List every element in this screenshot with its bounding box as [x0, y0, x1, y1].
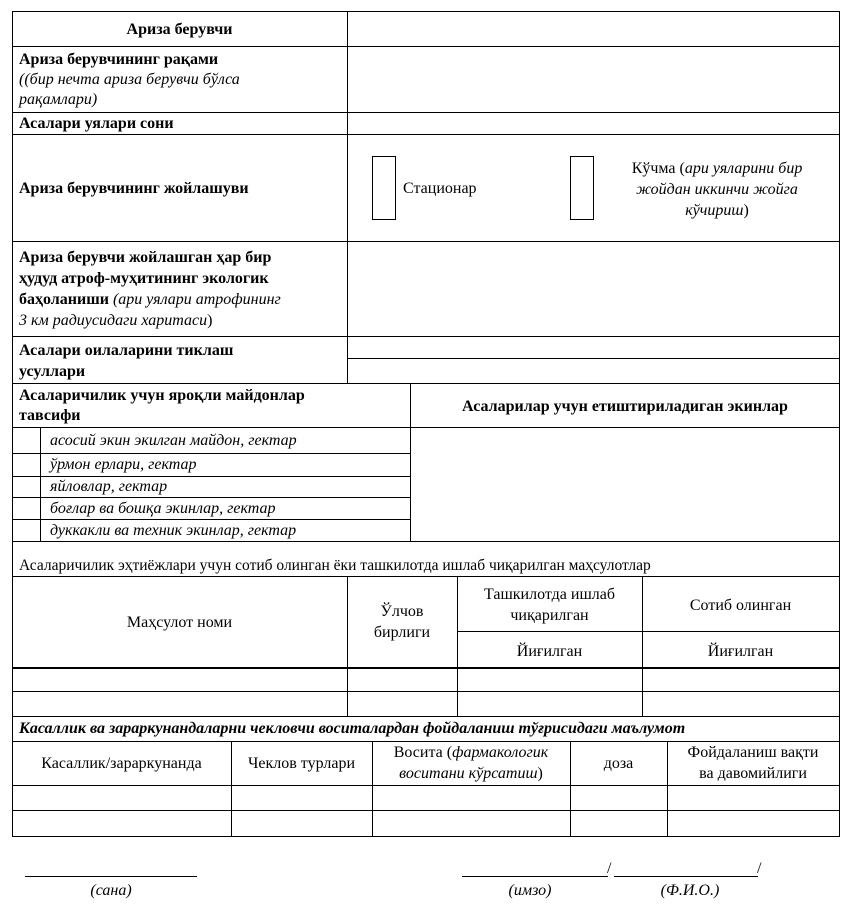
col-unit: Ўлчов: [380, 603, 424, 620]
signature-label: (имзо): [508, 882, 552, 899]
crops-header: Асаларилар учун етиштириладиган экинлар: [462, 398, 788, 415]
paren: ): [537, 765, 543, 782]
col-purchased: Сотиб олинган: [689, 597, 792, 614]
field-item: боғлар ва бошқа экинлар, гектар: [50, 500, 276, 517]
col-means-2: [372, 763, 570, 784]
col-produced: Ташкилотда ишлаб: [483, 586, 616, 603]
col-produced-2: чиқарилган: [510, 607, 589, 624]
name-line[interactable]: [614, 876, 758, 877]
col-control: Чеклов турлари: [247, 755, 356, 772]
stationary-checkbox[interactable]: [372, 156, 396, 220]
location-label: Ариза берувчининг жойлашуви: [19, 180, 249, 197]
fields-line-1: Асаларичилик учун яроқли майдонлар: [19, 387, 305, 404]
mobile-note-2: жойдан иккинчи жойга: [636, 181, 798, 198]
field-item: асосий экин экилган майдон, гектар: [50, 432, 297, 449]
mobile-label: [600, 158, 834, 179]
date-line[interactable]: [25, 876, 197, 877]
col-time: Фойдаланиш вақти: [687, 744, 819, 761]
note-text: рақамлари): [19, 91, 98, 108]
slash: /: [757, 860, 762, 877]
restore-line-1: Асалари оилаларини тиклаш: [19, 342, 234, 359]
fields-line-2: тавсифи: [19, 407, 81, 424]
applicant-number-note: ((бир нечта ариза берувчи бўлса: [19, 71, 240, 88]
eco-bold: баҳоланиши: [19, 291, 109, 308]
note-text: (бир нечта ариза берувчи бўлса: [24, 71, 240, 88]
sub-collected-purchased: Йиғилган: [707, 643, 774, 660]
eco-note: (ари уялари атрофининг: [108, 291, 281, 308]
col-pest: Касаллик/зараркунанда: [41, 755, 202, 772]
field-item: яйловлар, гектар: [50, 478, 168, 495]
means-prefix: Восита (: [393, 744, 453, 761]
mobile-prefix: Кўчма (: [631, 160, 685, 177]
applicant-number-note-2: [19, 89, 97, 110]
applicant-number-label: Ариза берувчининг рақами: [19, 51, 219, 68]
applicant-label: Ариза берувчи: [126, 21, 233, 38]
eco-line-2: ҳудуд атроф-муҳитининг экологик: [19, 270, 269, 287]
hive-count-label: Асалари уялари сони: [19, 115, 174, 132]
products-title: Асаларичилик эҳтиёжлари учун сотиб олинган ёки ташкилотда ишлаб чиқарилган маҳсулотлар: [19, 557, 651, 574]
name-label: (Ф.И.О.): [660, 882, 720, 899]
disease-title: Касаллик ва зараркунандаларни чекловчи воситалардан фойдаланиш тўғрисидаги маълумот: [19, 720, 686, 737]
eco-line-3: [19, 289, 281, 310]
date-label: (сана): [90, 882, 132, 899]
field-item: дуккакли ва техник экинлар, гектар: [50, 522, 297, 539]
stationary-label: Стационар: [403, 180, 477, 197]
eco-note: 3 км радиусидаги харитаси: [19, 312, 208, 329]
slash: /: [607, 860, 612, 877]
col-time-2: ва давомийлиги: [699, 765, 807, 782]
paren: ): [207, 312, 213, 329]
mobile-note: ари уяларини бир: [684, 160, 803, 177]
paren: ): [743, 202, 749, 219]
means-note: фармакологик: [452, 744, 549, 761]
col-unit-2: бирлиги: [373, 624, 431, 641]
signature-line[interactable]: [462, 876, 608, 877]
col-means: [372, 742, 570, 763]
restore-line-2: усуллари: [19, 363, 86, 380]
sub-collected-produced: Йиғилган: [516, 643, 583, 660]
mobile-note: кўчириш: [685, 202, 744, 219]
mobile-checkbox[interactable]: [570, 156, 594, 220]
col-dose: доза: [603, 755, 634, 772]
means-note: воситани кўрсатиш: [399, 765, 538, 782]
eco-line-4: [19, 310, 212, 331]
mobile-note-3: [600, 200, 834, 221]
eco-line-1: Ариза берувчи жойлашган ҳар бир: [19, 249, 272, 266]
col-product-name: Маҳсулот номи: [126, 614, 233, 631]
field-item: ўрмон ерлари, гектар: [50, 456, 197, 473]
